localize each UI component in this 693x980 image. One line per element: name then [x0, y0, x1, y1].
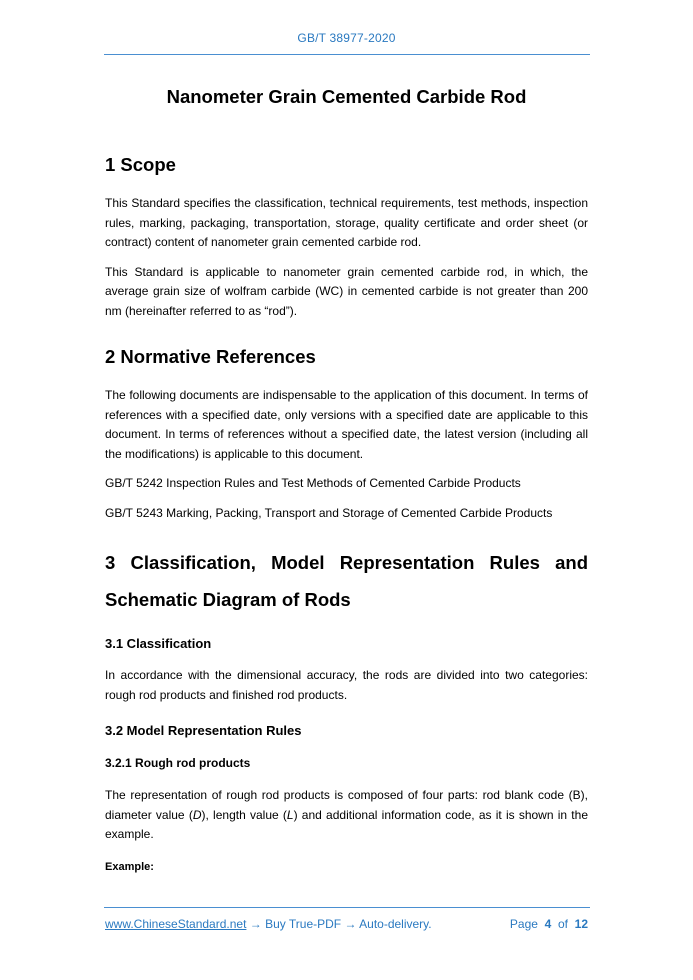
page-current: 4: [544, 917, 552, 931]
document-body: [105, 152, 588, 875]
subsection-heading-3-2-1: 3.2.1 Rough rod products: [105, 756, 251, 770]
scope-paragraph-1: This Standard specifies the classification, technical requirements, test methods, inspection rules, marking, packaging, transportation, storage, quality certificate and order sheet (or contract) content of nanometer grain cemented carbide rod.: [105, 196, 588, 249]
rough-rod-symbol-d: D: [192, 807, 202, 822]
header-divider: [104, 54, 590, 55]
subsection-heading-3-2: 3.2 Model Representation Rules: [105, 723, 302, 738]
example-label: Example:: [105, 860, 154, 873]
section-heading-classification: [105, 544, 588, 618]
normative-reference-gbt-5242: GB/T 5242 Inspection Rules and Test Methods of Cemented Carbide Products: [105, 476, 521, 490]
footer-buy-text: Buy True-PDF: [265, 917, 342, 931]
classification-paragraph: In accordance with the dimensional accuracy, the rods are divided into two categories: rough rod products and finished rod products.: [105, 668, 588, 702]
scope-paragraph-2: This Standard is applicable to nanometer grain cemented carbide rod, in which, the average grain size of wolfram carbide (WC) in cemented carbide is not greater than 200 nm (hereinafter referred to as “rod”).: [105, 264, 588, 318]
footer-delivery-text: Auto-delivery.: [359, 917, 432, 931]
page-footer: [105, 917, 588, 931]
page-of: of: [557, 917, 568, 931]
document-title: Nanometer Grain Cemented Carbide Rod: [166, 86, 527, 107]
footer-promo: [105, 917, 432, 931]
section-heading-classification-line2: Schematic Diagram of Rods: [105, 589, 351, 610]
section-heading-normative-references: 2 Normative References: [105, 346, 316, 367]
section-heading-scope: 1 Scope: [105, 154, 176, 175]
footer-arrow-1: →: [246, 917, 266, 931]
rough-rod-text-2: ), length value (: [201, 807, 287, 822]
normative-reference-gbt-5243: GB/T 5243 Marking, Packing, Transport and Storage of Cemented Carbide Products: [105, 505, 553, 520]
footer-divider: [104, 907, 590, 908]
page-label: Page: [509, 917, 538, 931]
section-heading-classification-line1: 3 Classification, Model Representation Rules and: [105, 552, 588, 573]
rough-rod-symbol-l: L: [286, 807, 294, 822]
rough-rod-text-3: ) and additional information code, as it is shown in the example.: [105, 807, 588, 841]
rough-rod-text-1: The representation of rough rod products is composed of four parts: rod blank code (B), diameter value (: [105, 788, 588, 822]
normative-paragraph-1: The following documents are indispensable to the application of this document. In terms of references with a specified date, only versions with a specified date are applicable to this document. In terms of references without a specified date, the latest version (including all the modifications) is applicable to this document.: [105, 388, 588, 461]
page-number: [510, 917, 588, 931]
page-total: 12: [574, 917, 588, 931]
subsection-heading-3-1: 3.1 Classification: [105, 636, 212, 651]
footer-site-link[interactable]: www.ChineseStandard.net: [105, 917, 247, 931]
rough-rod-paragraph: [105, 786, 588, 845]
footer-arrow-2: →: [341, 917, 360, 931]
header-standard-code: GB/T 38977-2020: [297, 31, 396, 45]
